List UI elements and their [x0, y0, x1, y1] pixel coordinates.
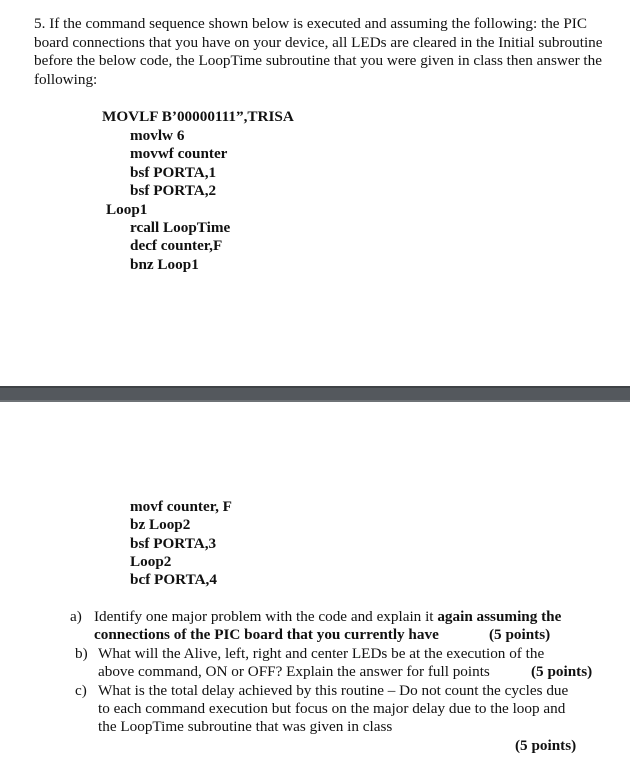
points-label: (5 points)	[489, 626, 551, 643]
part-c-line-3: the LoopTime subroutine that was given in class	[98, 718, 393, 735]
points-label: (5 points)	[515, 737, 577, 754]
code-line: bz Loop2	[130, 516, 191, 533]
code-line: movlw 6	[130, 127, 185, 144]
part-c-line-1: What is the total delay achieved by this routine – Do not count the cycles due	[98, 682, 569, 699]
part-a-text: Identify one major problem with the code and explain it	[94, 608, 438, 625]
code-line: MOVLF B’00000111”,TRISA	[102, 108, 294, 125]
code-line: bsf PORTA,2	[130, 182, 217, 199]
question-part-c	[75, 682, 615, 740]
points-label: (5 points)	[531, 663, 593, 680]
code-line: bnz Loop1	[130, 256, 199, 273]
part-label: a)	[70, 608, 82, 625]
part-a-emphasis: connections of the PIC board that you currently have	[94, 626, 439, 643]
part-c-line-2: to each command execution but focus on the major delay due to the loop and	[98, 700, 566, 717]
page-divider	[0, 386, 630, 402]
part-a-line-2	[94, 626, 439, 644]
question-part-b	[75, 645, 615, 685]
code-line: movwf counter	[130, 145, 228, 162]
part-label: b)	[75, 645, 88, 662]
code-line: bsf PORTA,3	[130, 535, 217, 552]
part-b-line-2: above command, ON or OFF? Explain the answer for full points	[98, 663, 490, 680]
part-a-line-1	[94, 608, 561, 626]
question-text: 5. If the command sequence shown below is executed and assuming the following: the PIC board connections that you have on your device, all LEDs are cleared in the Initial subroutine before the below code, the LoopTime subroutine that you were given in class then answer the following:	[34, 15, 603, 88]
part-a-emphasis: again assuming the	[437, 608, 562, 625]
code-line: bsf PORTA,1	[130, 164, 217, 181]
code-line: rcall LoopTime	[130, 219, 231, 236]
code-line: bcf PORTA,4	[130, 571, 217, 588]
code-line: decf counter,F	[130, 237, 223, 254]
question-part-a	[70, 608, 610, 648]
code-label: Loop2	[130, 553, 172, 570]
part-b-line-1: What will the Alive, left, right and center LEDs be at the execution of the	[98, 645, 545, 662]
code-line: movf counter, F	[130, 498, 232, 515]
code-label: Loop1	[106, 201, 148, 218]
part-label: c)	[75, 682, 87, 699]
